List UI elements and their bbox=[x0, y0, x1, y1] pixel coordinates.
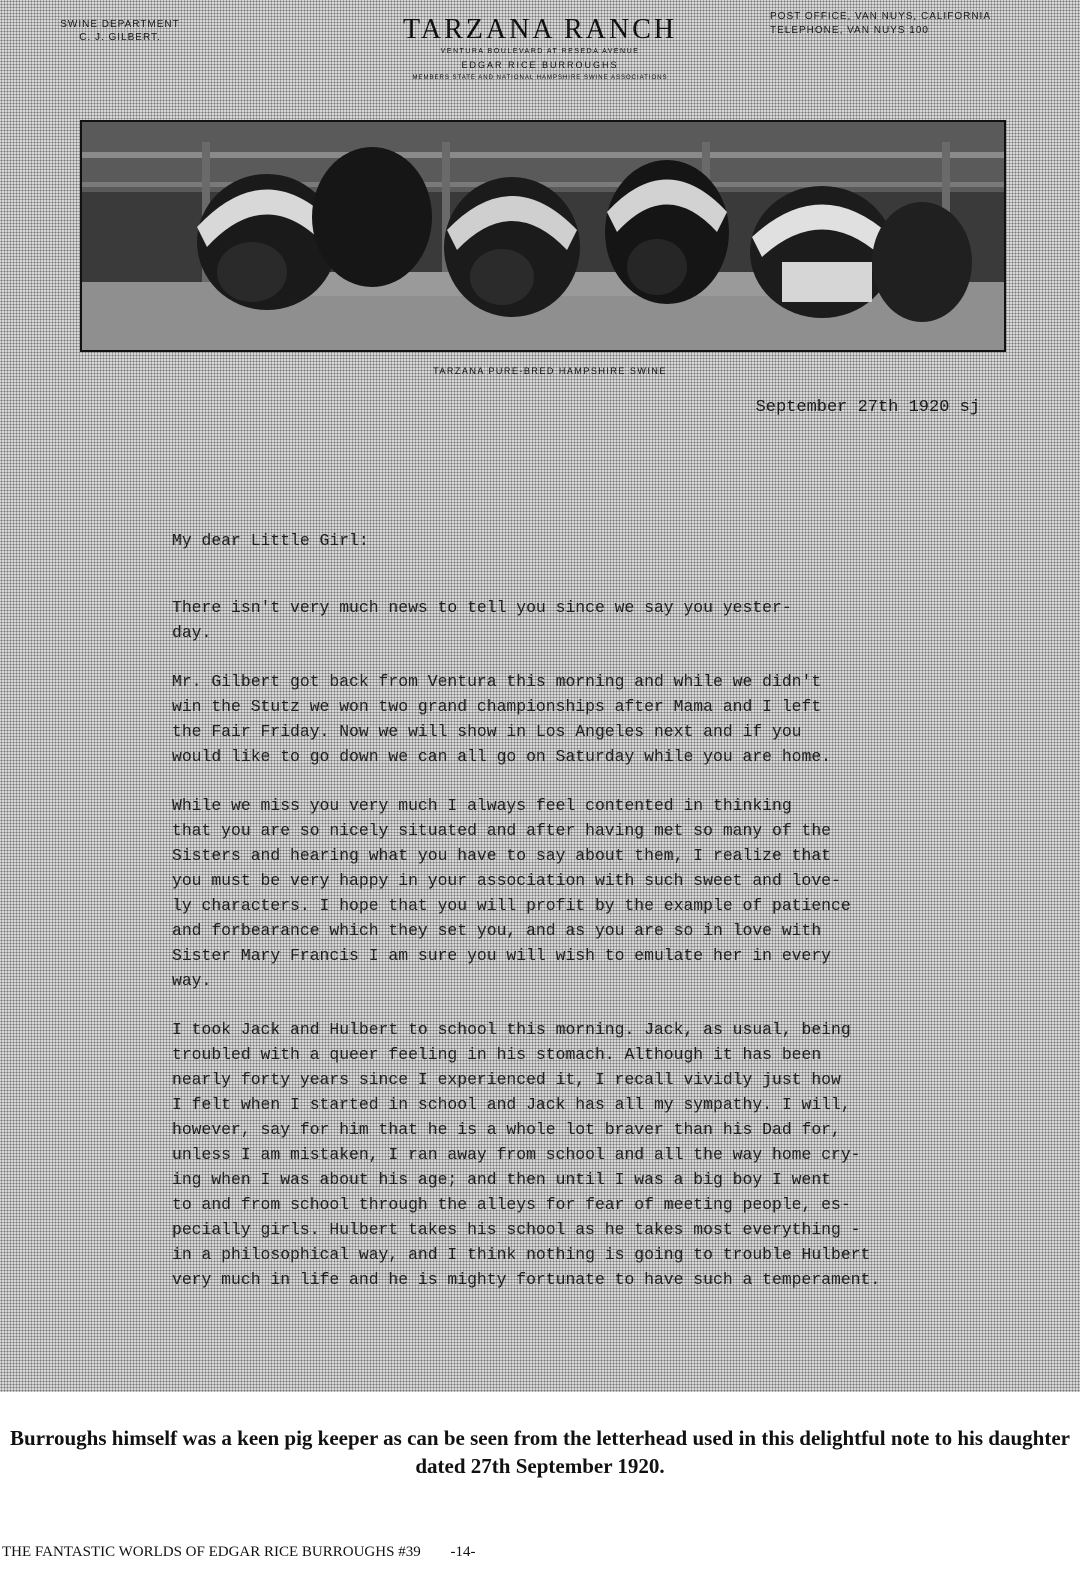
letterhead-address: VENTURA BOULEVARD AT RESEDA AVENUE bbox=[440, 48, 640, 55]
letter-salutation: My dear Little Girl: bbox=[172, 531, 369, 550]
letterhead-title: TARZANA RANCH bbox=[403, 14, 677, 45]
letterhead-associations: MEMBERS STATE AND NATIONAL HAMPSHIRE SWINE ASSOCIATIONS bbox=[412, 75, 668, 81]
page-footer bbox=[2, 1544, 475, 1561]
letterhead-telephone: TELEPHONE, VAN NUYS 100 bbox=[770, 25, 929, 36]
swine-photo bbox=[80, 120, 1006, 352]
letter-paragraph: While we miss you very much I always feel contented in thinking that you are so nicely situated and after having met so many of the Sisters and hearing what you have to say about them, I realize that you must be very happy in your association with such sweet and love- ly characters. I hope that you will profit by the example of patience and forbearance which they set you, and as you are so in love with Sister Mary Francis I am sure you will wish to emulate her in every way. bbox=[172, 796, 851, 990]
letter-date: September 27th 1920 sj bbox=[755, 398, 980, 417]
figure-caption: Burroughs himself was a keen pig keeper as can be seen from the letterhead used in this delightful note to his daughter dated 27th September 1920. bbox=[10, 1426, 1070, 1478]
photo-caption: TARZANA PURE-BRED HAMPSHIRE SWINE bbox=[433, 366, 667, 376]
page-number: -14- bbox=[450, 1544, 476, 1560]
letter-paragraph: Mr. Gilbert got back from Ventura this morning and while we didn't win the Stutz we won two grand championships after Mama and I left the Fair Friday. Now we will show in Los Angeles next and if you would like to go down we can all go on Saturday while you are home. bbox=[172, 672, 832, 766]
letter-body bbox=[172, 528, 972, 1316]
letterhead-owner: EDGAR RICE BURROUGHS bbox=[461, 60, 619, 70]
letterhead-post-office: POST OFFICE, VAN NUYS, CALIFORNIA bbox=[770, 11, 991, 22]
letterhead-department-line2: C. J. GILBERT. bbox=[79, 32, 161, 43]
letterhead-contact bbox=[770, 10, 1060, 38]
letterhead-center bbox=[330, 14, 750, 84]
publication-title: THE FANTASTIC WORLDS OF EDGAR RICE BURROUGHS #39 bbox=[2, 1544, 421, 1560]
swine-photo-illustration bbox=[82, 122, 1004, 350]
letter-paragraph: I took Jack and Hulbert to school this morning. Jack, as usual, being troubled with a queer feeling in his stomach. Although it has been nearly forty years since I experienced it, I recall vividly just how I felt when I started in school and Jack has all my sympathy. I will, however, say for him that he is a whole lot braver than his Dad for, unless I am mistaken, I ran away from school and all the way home cry- ing when I was about his age; and then until I was a big boy I went to and from school through the alleys for fear of meeting people, es- pecially girls. Hulbert takes his school as he takes most everything - in a philosophical way, and I think nothing is going to trouble Hulbert very much in life and he is mighty fortunate to have such a temperament. bbox=[172, 1020, 881, 1289]
letterhead-department bbox=[40, 18, 200, 44]
letter-paragraph: There isn't very much news to tell you since we say you yester- day. bbox=[172, 598, 792, 642]
letterhead-department-line1: SWINE DEPARTMENT bbox=[60, 19, 180, 30]
